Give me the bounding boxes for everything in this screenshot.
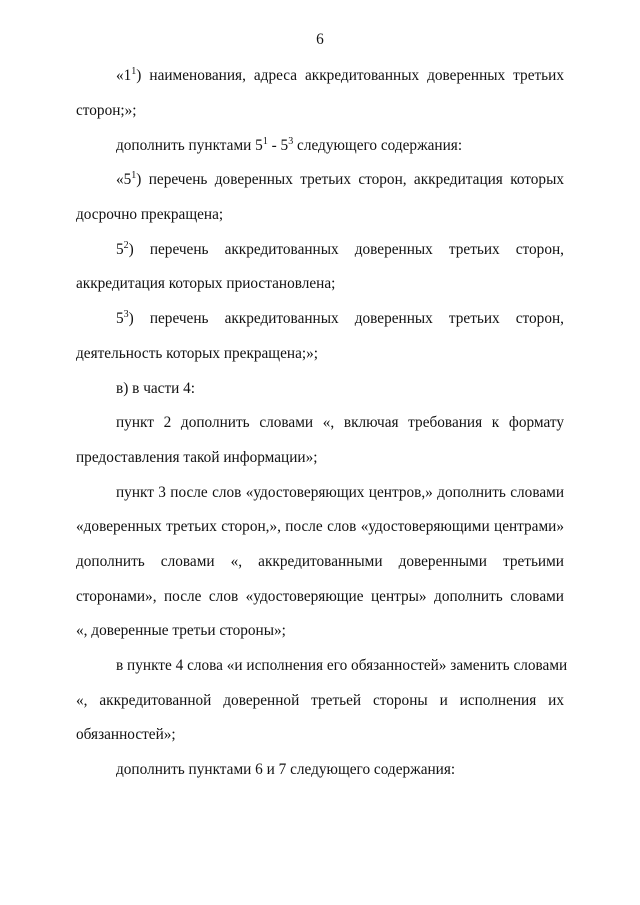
paragraph-8-line-1: пункт 3 после слов «удостоверяющих центров,» дополнить словами [116,484,564,501]
paragraph-8-line-5: «, доверенные третьи стороны»; [76,622,286,639]
paragraph-2-line-1: дополнить пунктами $5^1 - 5^3$ следующего содержания: [116,135,463,154]
paragraph-4-line-2: аккредитация которых приостановлена; [76,275,336,292]
paragraph-8-line-3: дополнить словами «, аккредитованными доверенными третьими [76,553,564,570]
paragraph-6-line-1: в) в части 4: [116,380,196,397]
paragraph-5-line-1: $5^3$) перечень аккредитованных доверенных третьих сторон, [116,308,564,327]
paragraph-1-line-2: сторон;»; [76,102,137,119]
paragraph-3-line-1: «$5^1$) перечень доверенных третьих сторон, аккредитация которых [116,169,564,188]
paragraph-9-line-3: обязанностей»; [76,726,176,743]
page-number: 6 [316,31,324,48]
paragraph-9-line-2: «, аккредитованной доверенной третьей стороны и исполнения их [76,692,564,709]
paragraph-1-line-1: «$1^1$) наименования, адреса аккредитованных доверенных третьих [116,65,564,84]
paragraph-8-line-4: сторонами», после слов «удостоверяющие центры» дополнить словами [76,588,564,605]
paragraph-8-line-2: «доверенных третьих сторон,», после слов «удостоверяющими центрами» [76,518,564,535]
paragraph-9-line-1: в пункте 4 слова «и исполнения его обязанностей» заменить словами [116,657,568,674]
paragraph-4-line-1: $5^2$) перечень аккредитованных доверенных третьих сторон, [116,239,564,258]
paragraph-5-line-2: деятельность которых прекращена;»; [76,345,319,362]
paragraph-7-line-2: предоставления такой информации»; [76,449,318,466]
paragraph-10-line-1: дополнить пунктами 6 и 7 следующего содержания: [116,761,456,778]
paragraph-3-line-2: досрочно прекращена; [76,206,224,223]
paragraph-7-line-1: пункт 2 дополнить словами «, включая требования к формату [116,414,564,431]
